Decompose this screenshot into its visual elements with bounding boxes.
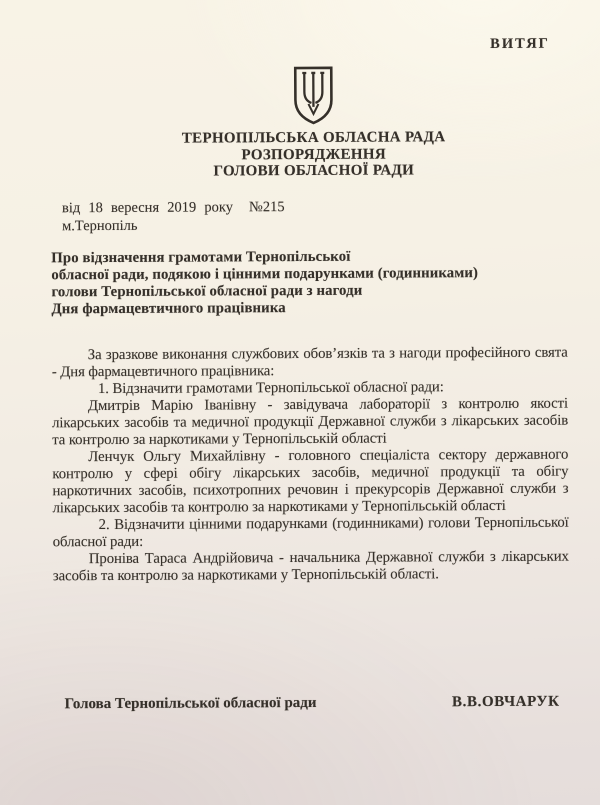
document-body	[52, 345, 569, 586]
extract-label: ВИТЯГ	[490, 35, 550, 52]
awardee-paragraph-lenchuk: Ленчук Ольгу Михайлівну - головного спеціаліста сектору державного контролю у сфері обігу лікарських засобів, медичної продукції та обігу наркотичних засобів, психотропних речовин і прекурсорів Державної служби з лікарських засобів та контролю за наркотиками у Тернопільській області	[52, 446, 569, 517]
intro-paragraph: За зразкове виконання службових обов’язків та з нагоди професійного свята - Дня фармацевтичного працівника:	[51, 344, 568, 381]
awardee-paragraph-proniv: Проніва Тараса Андрійовича - начальника Державної служби з лікарських засобів та контролю за наркотиками у Тернопільській області.	[52, 548, 569, 585]
awardee-paragraph-dmytriv: Дмитрів Марію Іванівну - завідувача лабораторії з контролю якості лікарських засобів та медичної продукції Державної служби з лікарських засобів та контролю за наркотиками у Тернопільській області	[52, 395, 569, 449]
item-1-heading: 1. Відзначити грамотами Тернопільської обласної ради:	[97, 379, 444, 398]
document-header	[29, 128, 599, 180]
item-2-heading: 2. Відзначити цінними подарунками (годинниками) голови Тернопільської обласної ради:	[52, 514, 569, 551]
subject-line: Про відзначення грамотами Тернопільської	[51, 248, 351, 267]
subject-line: голови Тернопільської обласної ради з нагоди	[51, 282, 363, 301]
issuer-title: ГОЛОВИ ОБЛАСНОЇ РАДИ	[213, 162, 415, 180]
tryzub-icon	[292, 66, 334, 126]
subject-line: обласної ради, подякою і цінними подарунками (годинниками)	[51, 265, 479, 284]
document-type-title: РОЗПОРЯДЖЕННЯ	[241, 146, 386, 163]
subject-block	[51, 248, 571, 319]
date-line: від 18 вересня 2019 року	[61, 199, 233, 217]
organization-name: ТЕРНОПІЛЬСЬКА ОБЛАСНА РАДА	[181, 129, 446, 147]
document-number: №215	[248, 199, 285, 216]
subject-line: Дня фармацевтичного працівника	[51, 300, 286, 318]
city-line: м.Тернопіль	[62, 217, 138, 235]
signature-name: В.В.ОВЧАРУК	[451, 693, 560, 711]
signature-row	[65, 694, 560, 714]
coat-of-arms	[292, 66, 334, 126]
signature-title: Голова Тернопільської обласної ради	[64, 694, 317, 713]
